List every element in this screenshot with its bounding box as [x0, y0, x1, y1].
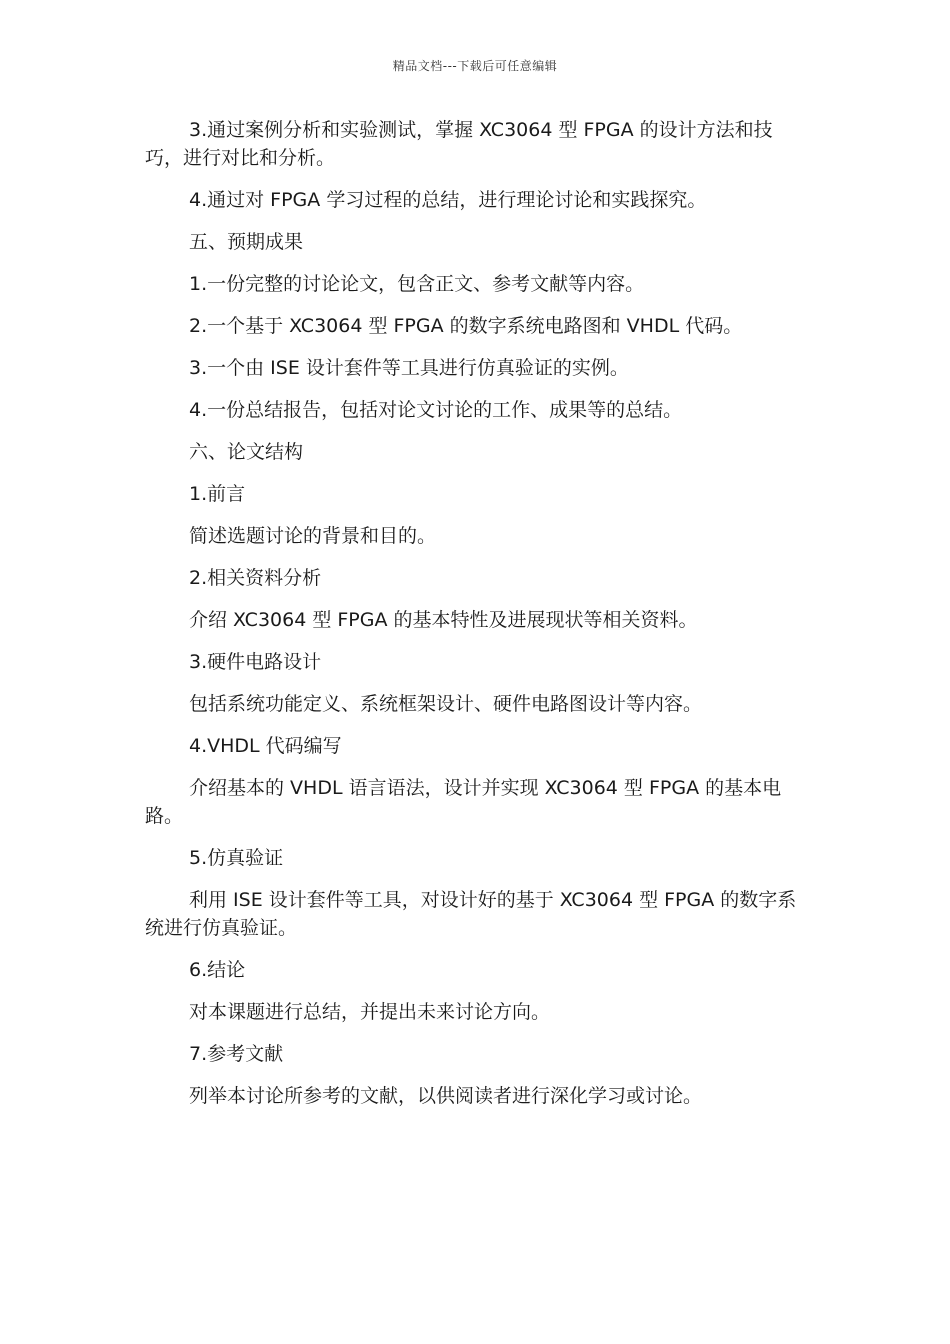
- paragraph: 简述选题讨论的背景和目的。: [189, 525, 437, 547]
- paragraph: 包括系统功能定义、系统框架设计、硬件电路图设计等内容。: [189, 693, 703, 715]
- paragraph: 4.通过对 FPGA 学习过程的总结，进行理论讨论和实践探究。: [189, 189, 707, 211]
- paragraph: 介绍 XC3064 型 FPGA 的基本特性及进展现状等相关资料。: [189, 609, 698, 631]
- paragraph: 3.一个由 ISE 设计套件等工具进行仿真验证的实例。: [189, 357, 629, 379]
- section-heading: 五、预期成果: [189, 231, 304, 253]
- subsection-heading: 1.前言: [189, 483, 246, 505]
- paragraph: 1.一份完整的讨论论文，包含正文、参考文献等内容。: [189, 273, 645, 295]
- paragraph: 对本课题进行总结，并提出未来讨论方向。: [189, 1001, 551, 1023]
- subsection-heading: 4.VHDL 代码编写: [189, 735, 342, 757]
- subsection-heading: 7.参考文献: [189, 1043, 284, 1065]
- subsection-heading: 2.相关资料分析: [189, 567, 322, 589]
- page-header: 精品文档---下载后可任意编辑: [392, 59, 558, 73]
- paragraph: 列举本讨论所参考的文献，以供阅读者进行深化学习或讨论。: [189, 1085, 703, 1107]
- paragraph: 2.一个基于 XC3064 型 FPGA 的数字系统电路图和 VHDL 代码。: [189, 315, 743, 337]
- subsection-heading: 3.硬件电路设计: [189, 651, 322, 673]
- document-body: [145, 116, 805, 1124]
- paragraph: 介绍基本的 VHDL 语言语法，设计并实现 XC3064 型 FPGA 的基本电路。: [145, 777, 782, 827]
- paragraph: 利用 ISE 设计套件等工具，对设计好的基于 XC3064 型 FPGA 的数字系统进行仿真验证。: [145, 889, 797, 939]
- subsection-heading: 6.结论: [189, 959, 246, 981]
- paragraph: 4.一份总结报告，包括对论文讨论的工作、成果等的总结。: [189, 399, 683, 421]
- section-heading: 六、论文结构: [189, 441, 304, 463]
- paragraph: 3.通过案例分析和实验测试，掌握 XC3064 型 FPGA 的设计方法和技巧，进行对比和分析。: [145, 119, 773, 169]
- subsection-heading: 5.仿真验证: [189, 847, 284, 869]
